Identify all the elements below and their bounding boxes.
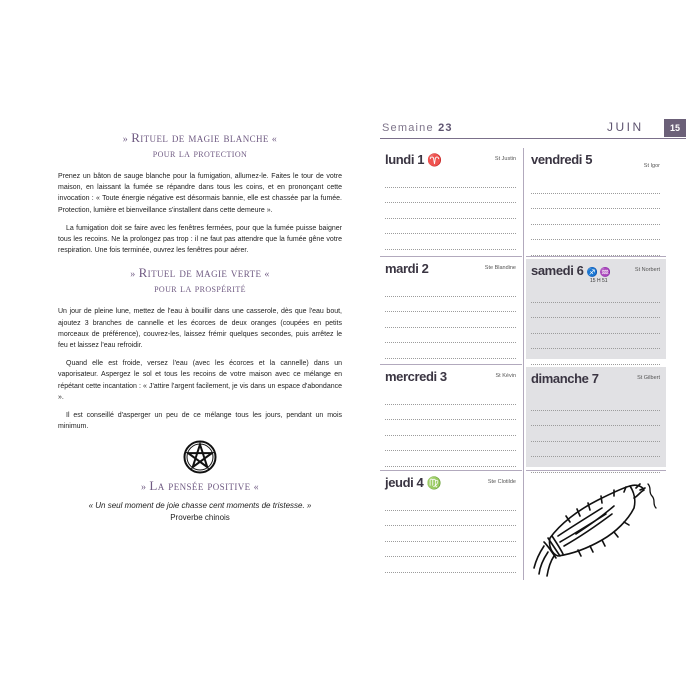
day-label: mercredi 3 bbox=[385, 369, 447, 384]
quote-text: « Un seul moment de joie chasse cent moments de tristesse. » bbox=[88, 501, 312, 511]
ornament-left: » bbox=[122, 134, 129, 145]
moon-time: 15 H 51 bbox=[590, 278, 608, 284]
ornament-right: « bbox=[253, 482, 259, 494]
pentacle-icon bbox=[183, 440, 217, 474]
header-rule bbox=[380, 138, 686, 139]
sage-bundle-illustration bbox=[530, 476, 664, 580]
virgo-icon: ♍ bbox=[426, 476, 442, 490]
saint-name: Ste Blandine bbox=[484, 265, 516, 271]
writing-lines bbox=[531, 395, 660, 473]
paragraph: Quand elle est froide, versez l'eau (avec les écorces et la cannelle) dans un vaporisateur. Aspergez le sol et tous les recoins de votre maison avec ce mélange en répétant cette incantation : « J'attire l'argent facilement, je vis dans un espace d'abondance ». bbox=[58, 360, 342, 401]
day-label: jeudi 4 ♍ bbox=[385, 475, 442, 490]
section-title-pensee bbox=[58, 478, 342, 495]
day-cell-jeudi[interactable] bbox=[380, 471, 522, 579]
writing-lines bbox=[385, 281, 516, 359]
paragraph: Il est conseillé d'asperger un peu de ce mélange tous les jours, pendant un mois minimum. bbox=[58, 412, 342, 431]
saint-name: St Justin bbox=[494, 156, 516, 162]
day-label: mardi 2 bbox=[385, 261, 429, 276]
week-label: Semaine bbox=[382, 122, 434, 134]
day-cell-mardi[interactable] bbox=[380, 257, 522, 363]
week-number: 23 bbox=[438, 122, 453, 134]
ornament-right: « bbox=[264, 269, 270, 281]
column-divider bbox=[523, 148, 524, 580]
title-line-1: Rituel de magie blanche bbox=[131, 130, 269, 145]
title-line-2: pour la protection bbox=[152, 148, 248, 160]
day-label: vendredi 5 bbox=[531, 152, 593, 167]
day-label: samedi 6 ♐ ♒ bbox=[531, 263, 611, 278]
day-cell-dimanche[interactable] bbox=[526, 367, 666, 467]
paragraph: La fumigation doit se faire avec les fenêtres fermées, pour que la fumée puisse baigner tous les recoins. Ne la prolongez pas trop : il ne faut pas attendre que la fumée gêne votre respiration. Une fois terminée, ouvrez les fenêtres pour aérer. bbox=[58, 224, 342, 255]
writing-lines bbox=[385, 389, 516, 467]
saint-name: St Gilbert bbox=[637, 375, 660, 381]
day-cell-lundi[interactable] bbox=[380, 148, 522, 254]
saint-name: St Igor bbox=[643, 163, 660, 169]
proverb-quote bbox=[58, 500, 342, 524]
writing-lines bbox=[531, 287, 660, 365]
saint-name: Ste Clotilde bbox=[487, 479, 516, 485]
left-page bbox=[58, 130, 342, 524]
title-line-2: pour la prospérité bbox=[154, 283, 246, 296]
section-title-protection bbox=[58, 130, 342, 162]
day-cell-samedi[interactable] bbox=[526, 259, 666, 359]
week-header bbox=[382, 122, 453, 134]
section-title-prosperite bbox=[58, 265, 342, 297]
quote-attribution: Proverbe chinois bbox=[170, 513, 230, 523]
page-number: 15 bbox=[664, 119, 686, 137]
month-title: JUIN bbox=[607, 120, 644, 134]
aries-icon: ♈ bbox=[427, 153, 442, 167]
day-cell-mercredi[interactable] bbox=[380, 365, 522, 469]
saint-name: St Kévin bbox=[495, 373, 516, 379]
day-label: lundi 1 ♈ bbox=[385, 152, 442, 167]
sagittarius-aquarius-icon: ♐ ♒ bbox=[586, 267, 611, 277]
day-cell-vendredi[interactable] bbox=[526, 148, 666, 254]
ornament-left: » bbox=[130, 269, 136, 281]
saint-name: St Norbert bbox=[634, 267, 660, 273]
writing-lines bbox=[385, 172, 516, 250]
writing-lines bbox=[531, 178, 660, 256]
ornament-right: « bbox=[271, 134, 278, 145]
title: La pensée positive bbox=[149, 478, 251, 494]
ornament-left: » bbox=[141, 482, 147, 494]
title-line-1: Rituel de magie verte bbox=[138, 265, 262, 281]
row-divider bbox=[526, 256, 666, 257]
day-label: dimanche 7 bbox=[531, 371, 599, 386]
paragraph: Un jour de pleine lune, mettez de l'eau à bouillir dans une casserole, dès que l'eau bout, ajoutez 3 branches de cannelle et les écorces de deux oranges (coupées en petits morceaux de préférence), couvrez-les, laissez frémir quelques secondes, puis arrêtez le feu et laissez l'eau refroidir. bbox=[58, 308, 342, 350]
writing-lines bbox=[385, 495, 516, 573]
paragraph: Prenez un bâton de sauge blanche pour la fumigation, allumez-le. Faites le tour de votre maison, en laissant la fumée se répandre dans tous les coins, et en prononçant cette invocation : « Toute énergie négative est désormais bannie, elle est chassée par la fumée. Protection, lumière et bienveillance s'installent dans cette demeure ». bbox=[58, 173, 342, 214]
